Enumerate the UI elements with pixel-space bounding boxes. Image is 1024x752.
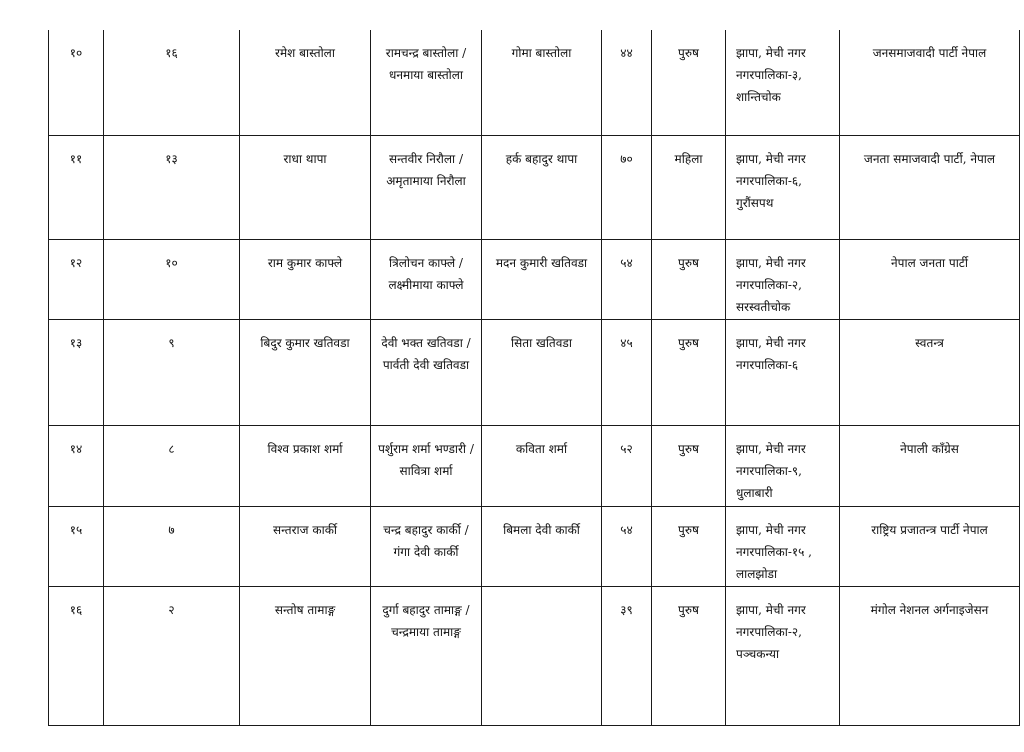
address-cell	[726, 425, 840, 506]
candidate-name: राधा थापा	[283, 151, 327, 166]
party-cell	[840, 506, 1020, 586]
spouse-name: मदन कुमारी खतिवडा	[495, 255, 588, 270]
parents-cell	[371, 319, 482, 425]
gender-cell	[652, 239, 726, 319]
age-cell	[602, 135, 652, 239]
age-cell	[602, 239, 652, 319]
party-name: नेपाली काँग्रेस	[900, 441, 959, 456]
gender-cell	[652, 135, 726, 239]
parents-names: सन्तवीर निरौला / अमृतामाया निरौला	[386, 151, 466, 188]
party-cell	[840, 239, 1020, 319]
candidate-name-cell	[240, 506, 371, 586]
gender: पुरुष	[678, 602, 699, 617]
age-cell	[602, 586, 652, 725]
age: ५४	[620, 522, 633, 537]
party-name: नेपाल जनता पार्टी	[891, 255, 968, 270]
age-cell	[602, 319, 652, 425]
party-cell	[840, 30, 1020, 135]
age: ५४	[620, 255, 633, 270]
candidate-number-cell	[104, 506, 240, 586]
parents-names: पर्शुराम शर्मा भण्डारी / सावित्रा शर्मा	[378, 441, 474, 478]
table-row	[49, 239, 1020, 319]
spouse-name: हर्क बहादुर थापा	[505, 151, 578, 166]
table-row	[49, 586, 1020, 725]
candidate-name-cell	[240, 586, 371, 725]
candidate-number: १३	[165, 151, 178, 166]
party-name: जनसमाजवादी पार्टी नेपाल	[872, 46, 987, 60]
address: झापा, मेची नगर नगरपालिका-६, गुरौंसपथ	[736, 151, 806, 210]
spouse-cell	[482, 425, 602, 506]
serial-number-cell	[49, 30, 104, 135]
candidate-name: रमेश बास्तोला	[275, 46, 335, 60]
spouse-name: बिमला देवी कार्की	[503, 522, 580, 537]
gender-cell	[652, 425, 726, 506]
serial-number: ११	[69, 151, 83, 166]
party-name: राष्ट्रिय प्रजातन्त्र पार्टी नेपाल	[871, 522, 988, 537]
address-cell	[726, 239, 840, 319]
spouse-cell	[482, 135, 602, 239]
candidate-number-cell	[104, 239, 240, 319]
parents-cell	[371, 30, 482, 135]
address: झापा, मेची नगर नगरपालिका-६	[736, 335, 806, 372]
serial-number: १५	[69, 522, 83, 537]
serial-number-cell	[49, 506, 104, 586]
age: ४५	[620, 335, 633, 350]
spouse-cell	[482, 30, 602, 135]
party-cell	[840, 425, 1020, 506]
serial-number-cell	[49, 135, 104, 239]
candidate-number-cell	[104, 586, 240, 725]
age-cell	[602, 30, 652, 135]
address-cell	[726, 30, 840, 135]
gender: महिला	[674, 151, 703, 166]
parents-cell	[371, 506, 482, 586]
candidate-name: बिदुर कुमार खतिवडा	[260, 335, 350, 350]
gender-cell	[652, 319, 726, 425]
party-cell	[840, 586, 1020, 725]
candidate-table	[48, 30, 1020, 726]
candidate-name-cell	[240, 135, 371, 239]
age: ३९	[620, 602, 633, 617]
candidate-number: २	[168, 602, 175, 617]
candidate-name: राम कुमार काफ्ले	[267, 255, 343, 270]
parents-names: त्रिलोचन काफ्ले / लक्ष्मीमाया काफ्ले	[388, 255, 464, 292]
gender-cell	[652, 586, 726, 725]
address: झापा, मेची नगर नगरपालिका-२, पञ्चकन्या	[736, 602, 806, 661]
party-name: मंगोल नेशनल अर्गनाइजेसन	[870, 602, 989, 617]
gender: पुरुष	[678, 441, 699, 456]
candidate-number: १६	[165, 46, 178, 60]
party-cell	[840, 135, 1020, 239]
serial-number-cell	[49, 319, 104, 425]
parents-names: देवी भक्त खतिवडा / पार्वती देवी खतिवडा	[381, 335, 471, 372]
candidate-number-cell	[104, 425, 240, 506]
age-cell	[602, 425, 652, 506]
address: झापा, मेची नगर नगरपालिका-१५ , लालझोडा	[736, 522, 812, 581]
candidate-number: ९	[168, 335, 175, 350]
address: झापा, मेची नगर नगरपालिका-२, सरस्वतीचोक	[736, 255, 806, 314]
candidate-number-cell	[104, 135, 240, 239]
table-row	[49, 135, 1020, 239]
candidate-name-cell	[240, 30, 371, 135]
table-row	[49, 319, 1020, 425]
spouse-name: सिता खतिवडा	[511, 335, 572, 350]
age-cell	[602, 506, 652, 586]
spouse-name: कविता शर्मा	[515, 441, 568, 456]
candidate-name: सन्तराज कार्की	[272, 522, 338, 537]
address-cell	[726, 506, 840, 586]
parents-cell	[371, 135, 482, 239]
table-row	[49, 30, 1020, 135]
serial-number-cell	[49, 425, 104, 506]
gender-cell	[652, 506, 726, 586]
spouse-cell	[482, 319, 602, 425]
parents-names: चन्द्र बहादुर कार्की / गंगा देवी कार्की	[383, 522, 469, 559]
gender: पुरुष	[678, 46, 699, 60]
candidate-name-cell	[240, 425, 371, 506]
age: ७०	[620, 151, 633, 166]
candidate-number-cell	[104, 30, 240, 135]
parents-cell	[371, 425, 482, 506]
serial-number: १३	[69, 335, 83, 350]
candidate-name: सन्तोष तामाङ्ग	[274, 602, 336, 617]
table-row	[49, 425, 1020, 506]
age: ५२	[620, 441, 633, 456]
parents-cell	[371, 239, 482, 319]
spouse-name: गोमा बास्तोला	[511, 46, 572, 60]
candidate-number: १०	[165, 255, 178, 270]
candidate-number-cell	[104, 319, 240, 425]
candidate-name: विश्व प्रकाश शर्मा	[267, 441, 343, 456]
parents-names: रामचन्द्र बास्तोला / धनमाया बास्तोला	[385, 46, 467, 82]
party-cell	[840, 319, 1020, 425]
candidate-name-cell	[240, 239, 371, 319]
gender: पुरुष	[678, 335, 699, 350]
address-cell	[726, 135, 840, 239]
address: झापा, मेची नगर नगरपालिका-३, शान्तिचोक	[736, 46, 806, 104]
parents-cell	[371, 586, 482, 725]
spouse-cell	[482, 239, 602, 319]
spouse-cell	[482, 586, 602, 725]
age: ४४	[620, 46, 633, 60]
party-name: स्वतन्त्र	[915, 335, 944, 350]
table-row	[49, 506, 1020, 586]
serial-number: १२	[69, 255, 83, 270]
address-cell	[726, 319, 840, 425]
party-name: जनता समाजवादी पार्टी, नेपाल	[863, 151, 996, 166]
spouse-cell	[482, 506, 602, 586]
candidate-number: ७	[168, 522, 175, 537]
address-cell	[726, 586, 840, 725]
serial-number-cell	[49, 239, 104, 319]
parents-names: दुर्गा बहादुर तामाङ्ग / चन्द्रमाया तामाङ्ग	[382, 602, 470, 639]
serial-number-cell	[49, 586, 104, 725]
gender: पुरुष	[678, 522, 699, 537]
serial-number: १६	[69, 602, 83, 617]
address: झापा, मेची नगर नगरपालिका-९, धुलाबारी	[736, 441, 806, 500]
candidate-number: ८	[168, 441, 175, 456]
serial-number: १४	[69, 441, 83, 456]
gender: पुरुष	[678, 255, 699, 270]
serial-number: १०	[69, 46, 83, 60]
candidate-name-cell	[240, 319, 371, 425]
gender-cell	[652, 30, 726, 135]
